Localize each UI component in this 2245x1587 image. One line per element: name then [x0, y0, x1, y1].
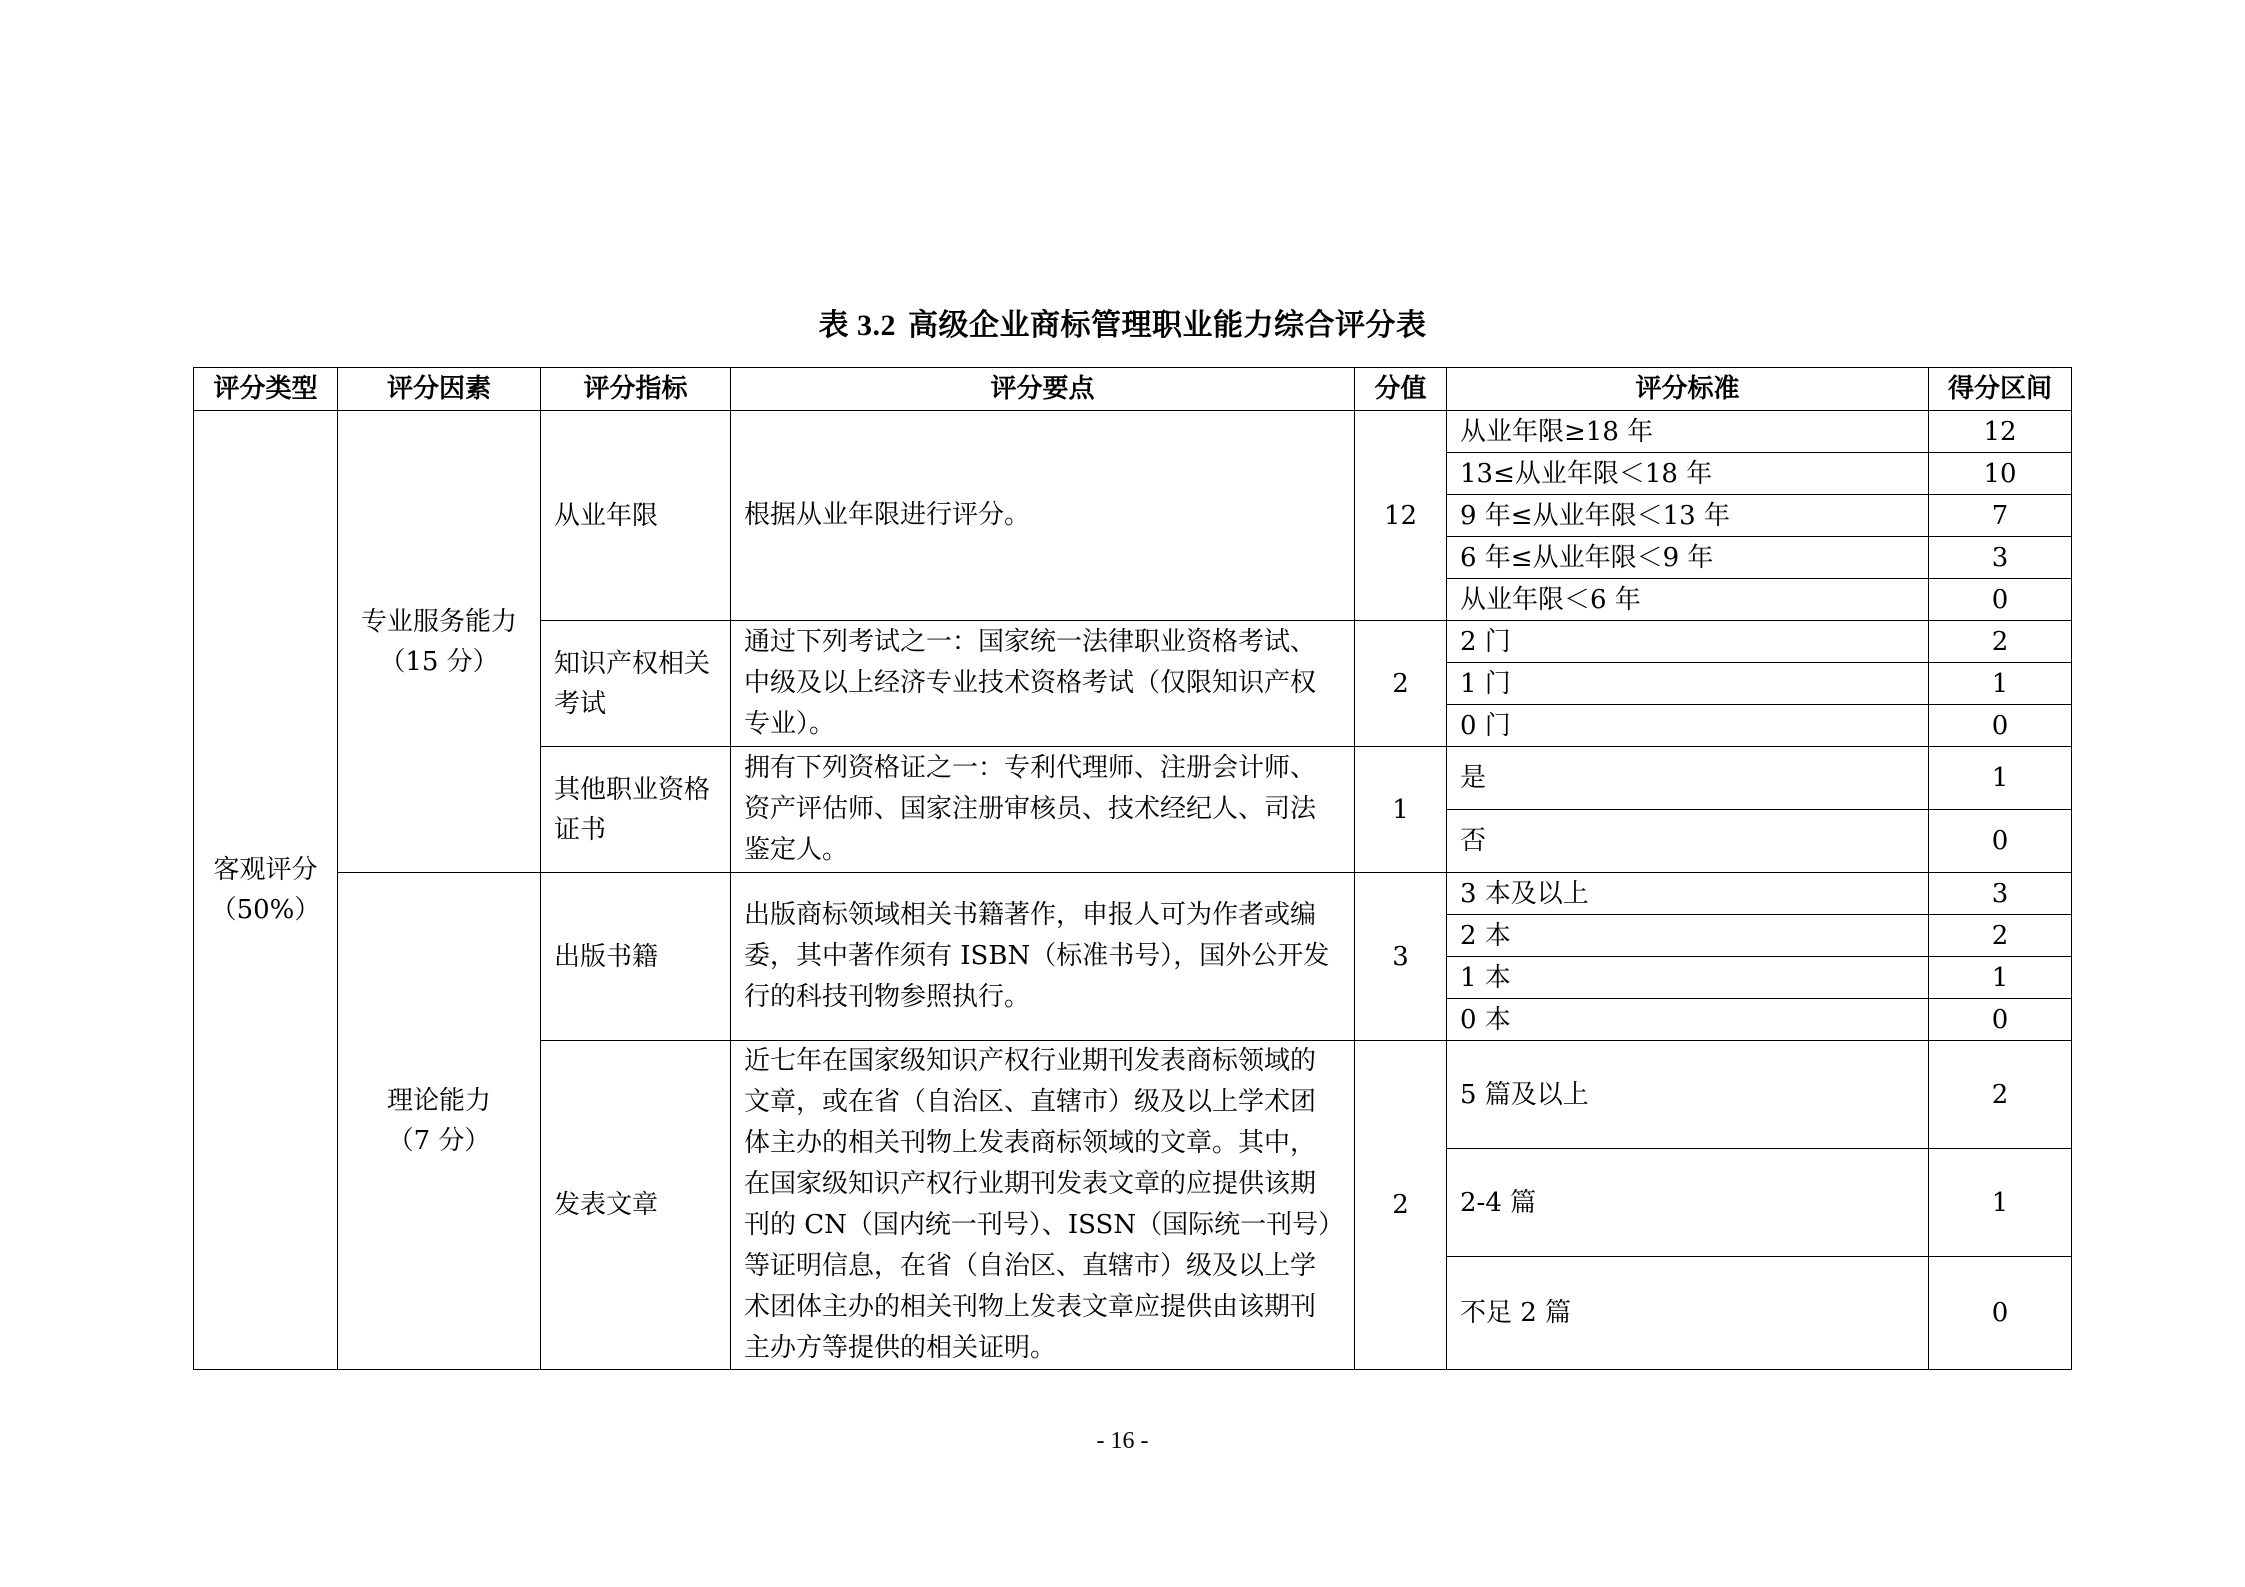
score-type-weight: （50%）: [210, 895, 321, 925]
standard-cell: 从业年限＜6 年: [1447, 579, 1929, 621]
header-cell: 评分因素: [338, 368, 541, 411]
point-cell: 近七年在国家级知识产权行业期刊发表商标领域的文章，或在省（自治区、直辖市）级及以上学术团体主办的相关刊物上发表商标领域的文章。其中，在国家级知识产权行业期刊发表文章的应提供该期刊的 CN（国内统一刊号）、ISSN（国际统一刊号）等证明信息，在省（自治区、直辖市）级及以上学术团体主办的相关刊物上发表文章应提供由该期刊主办方等提供的相关证明。: [731, 1041, 1355, 1370]
score-cell: 2: [1355, 621, 1447, 747]
standard-cell: 6 年≤从业年限＜9 年: [1447, 537, 1929, 579]
table-title: 高级企业商标管理职业能力综合评分表: [908, 308, 1427, 343]
indicator-cell: 从业年限: [541, 411, 731, 621]
header-cell: 评分标准: [1447, 368, 1929, 411]
point-cell: 通过下列考试之一：国家统一法律职业资格考试、中级及以上经济专业技术资格考试（仅限知识产权专业）。: [731, 621, 1355, 747]
indicator-cell: 其他职业资格证书: [541, 747, 731, 873]
factor-name: 专业服务能力: [360, 606, 517, 637]
standard-cell: 9 年≤从业年限＜13 年: [1447, 495, 1929, 537]
table-row: [194, 411, 2072, 453]
scoring-table: [193, 367, 2072, 1370]
score-type-name: 客观评分: [213, 855, 318, 885]
table-row: [194, 873, 2072, 915]
factor-weight: （15 分）: [379, 646, 499, 677]
table-number: 表 3.2: [818, 309, 896, 342]
score-cell: 3: [1355, 873, 1447, 1041]
standard-cell: 否: [1447, 810, 1929, 873]
score-cell: 2: [1355, 1041, 1447, 1370]
range-cell: 0: [1929, 705, 2072, 747]
range-cell: 2: [1929, 915, 2072, 957]
point-cell: 出版商标领域相关书籍著作，申报人可为作者或编委，其中著作须有 ISBN（标准书号），国外公开发行的科技刊物参照执行。: [731, 873, 1355, 1041]
factor-name: 理论能力: [386, 1086, 491, 1116]
range-cell: 2: [1929, 1041, 2072, 1149]
standard-cell: 1 本: [1447, 957, 1929, 999]
header-cell: 得分区间: [1929, 368, 2072, 411]
header-row: [194, 368, 2072, 411]
factor-weight: （7 分）: [387, 1126, 491, 1156]
indicator-cell: 知识产权相关考试: [541, 621, 731, 747]
factor-cell: [338, 873, 541, 1370]
standard-cell: 3 本及以上: [1447, 873, 1929, 915]
indicator-cell: 发表文章: [541, 1041, 731, 1370]
range-cell: 2: [1929, 621, 2072, 663]
standard-cell: 2-4 篇: [1447, 1149, 1929, 1257]
standard-cell: 2 门: [1447, 621, 1929, 663]
range-cell: 7: [1929, 495, 2072, 537]
header-cell: 评分要点: [731, 368, 1355, 411]
indicator-cell: 出版书籍: [541, 873, 731, 1041]
standard-cell: 从业年限≥18 年: [1447, 411, 1929, 453]
range-cell: 1: [1929, 747, 2072, 810]
point-cell: 拥有下列资格证之一：专利代理师、注册会计师、资产评估师、国家注册审核员、技术经纪人、司法鉴定人。: [731, 747, 1355, 873]
standard-cell: 1 门: [1447, 663, 1929, 705]
score-cell: 1: [1355, 747, 1447, 873]
range-cell: 12: [1929, 411, 2072, 453]
standard-cell: 2 本: [1447, 915, 1929, 957]
range-cell: 0: [1929, 810, 2072, 873]
page-number: - 16 -: [1096, 1428, 1149, 1454]
standard-cell: 0 本: [1447, 999, 1929, 1041]
range-cell: 3: [1929, 873, 2072, 915]
score-cell: 12: [1355, 411, 1447, 621]
range-cell: 1: [1929, 957, 2072, 999]
standard-cell: 13≤从业年限＜18 年: [1447, 453, 1929, 495]
standard-cell: 0 门: [1447, 705, 1929, 747]
score-type-cell: [194, 411, 338, 1370]
factor-cell: [338, 411, 541, 873]
range-cell: 10: [1929, 453, 2072, 495]
range-cell: 0: [1929, 579, 2072, 621]
range-cell: 0: [1929, 1257, 2072, 1370]
range-cell: 1: [1929, 1149, 2072, 1257]
range-cell: 0: [1929, 999, 2072, 1041]
point-cell: 根据从业年限进行评分。: [731, 411, 1355, 621]
range-cell: 3: [1929, 537, 2072, 579]
table-caption: [0, 300, 2245, 344]
header-cell: 评分类型: [194, 368, 338, 411]
header-cell: 评分指标: [541, 368, 731, 411]
standard-cell: 5 篇及以上: [1447, 1041, 1929, 1149]
standard-cell: 是: [1447, 747, 1929, 810]
standard-cell: 不足 2 篇: [1447, 1257, 1929, 1370]
range-cell: 1: [1929, 663, 2072, 705]
header-cell: 分值: [1355, 368, 1447, 411]
